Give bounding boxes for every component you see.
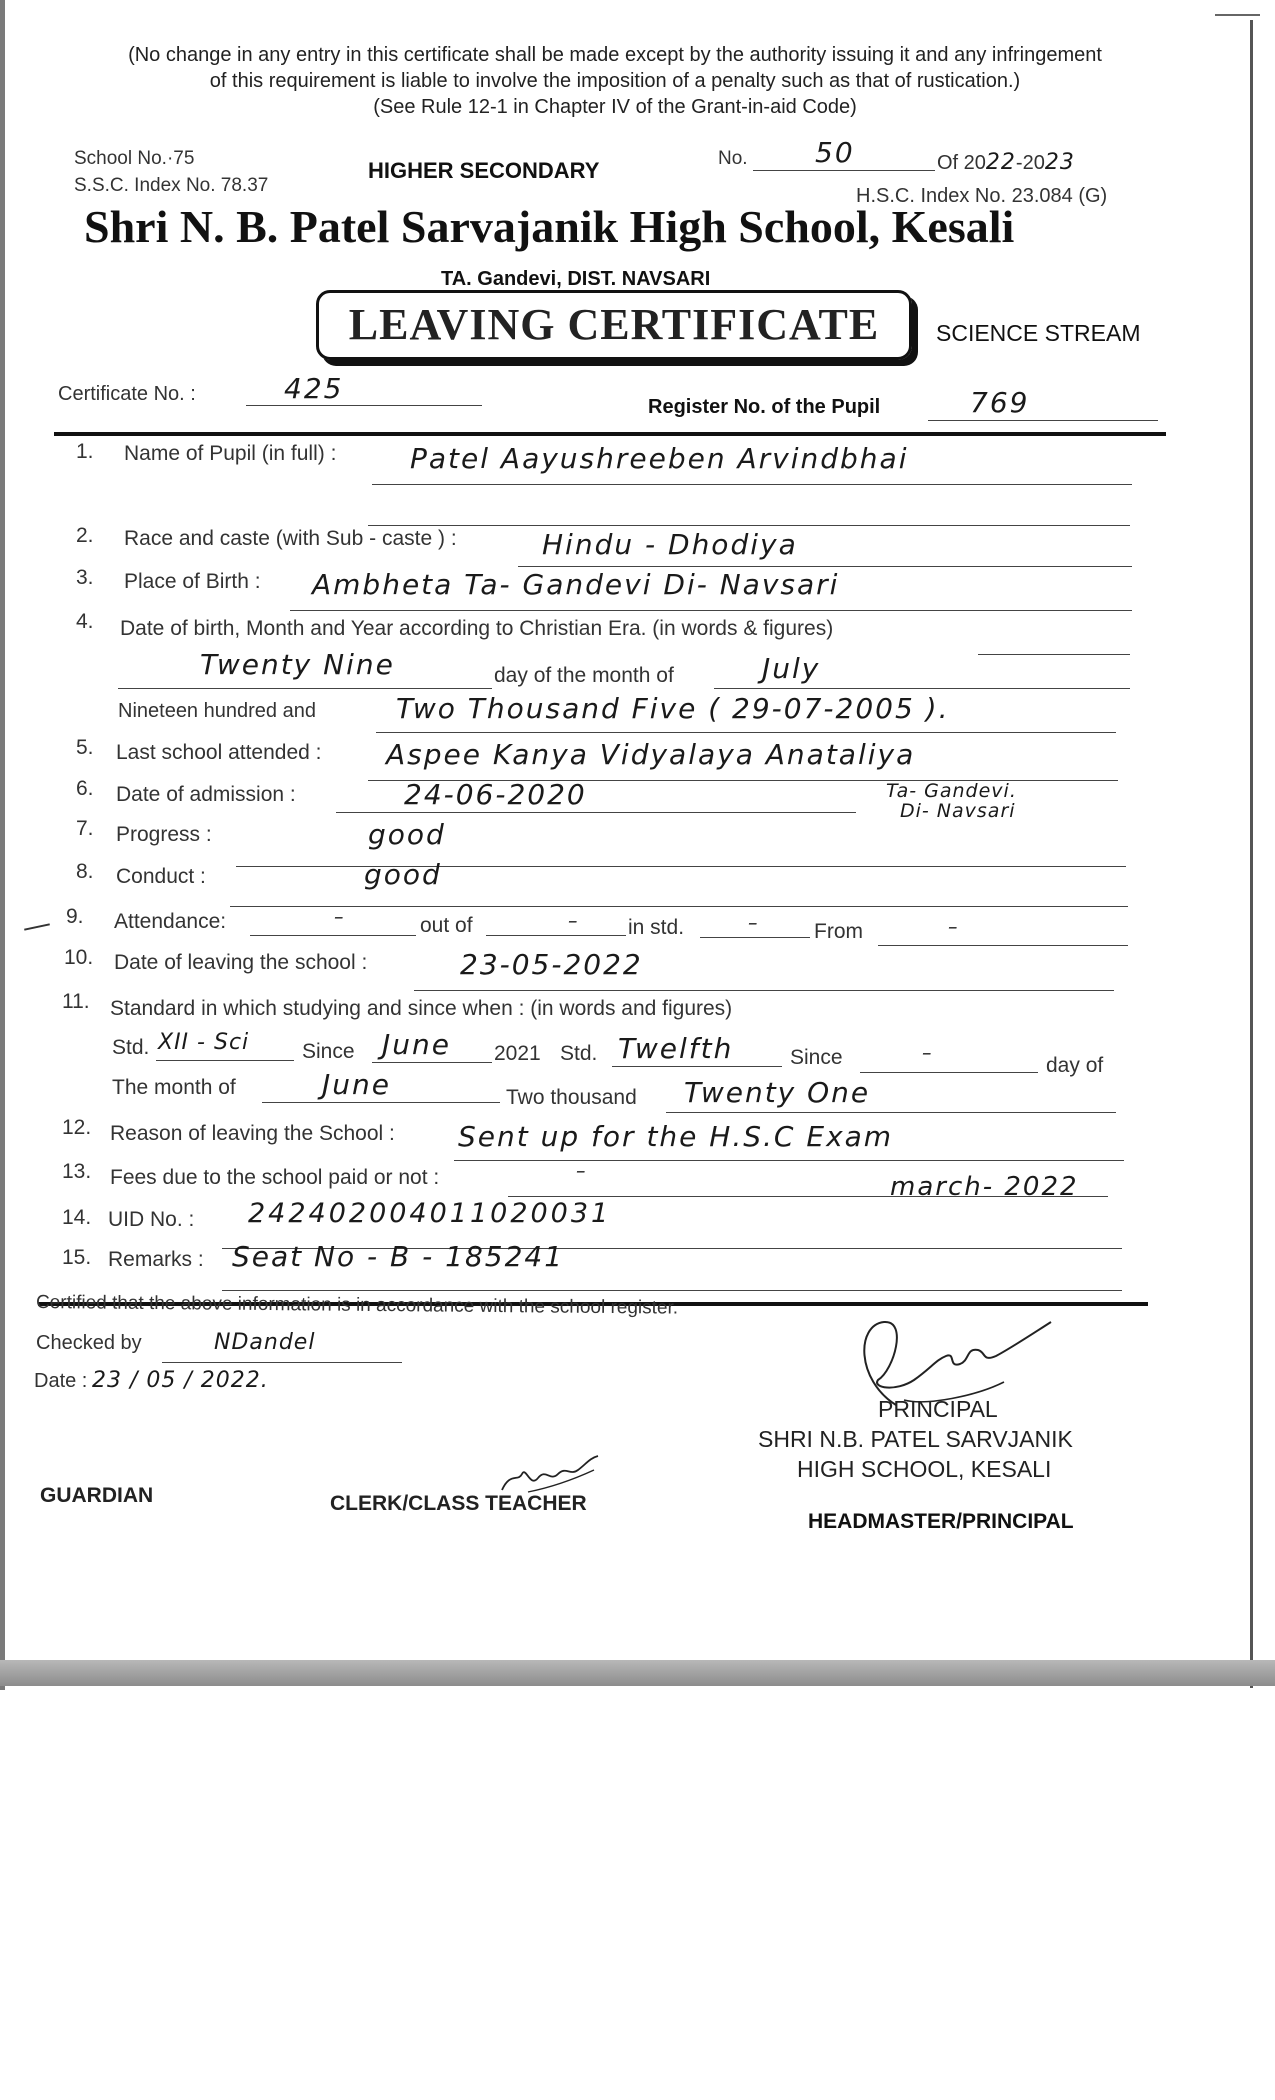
- dob-year-value: Two Thousand Five ( 29-07-2005 ).: [396, 692, 950, 725]
- conduct-value: good: [364, 858, 442, 891]
- field-9-number: 9.: [66, 905, 84, 928]
- year-of-label: Of 20: [937, 152, 986, 174]
- year-range: [937, 150, 1075, 175]
- scan-edge-bottom: [0, 1660, 1275, 1686]
- guardian-label: GUARDIAN: [40, 1484, 154, 1507]
- serial-no-value: 50: [815, 136, 855, 169]
- field-7-number: 7.: [76, 817, 94, 840]
- field-13-label: Fees due to the school paid or not :: [110, 1166, 440, 1189]
- headmaster-label: HEADMASTER/PRINCIPAL: [808, 1510, 1074, 1533]
- checked-by-line: [162, 1362, 402, 1363]
- last-school-district: Di- Navsari: [900, 800, 1016, 822]
- remarks-value: Seat No - B - 185241: [232, 1240, 565, 1273]
- attendance-out-of-label: out of: [420, 914, 473, 937]
- field-9-line-4: [878, 945, 1128, 946]
- month-of-value: June: [322, 1068, 391, 1101]
- serial-no-label: No.: [718, 148, 748, 169]
- register-no-line: [928, 420, 1158, 421]
- issue-date-value: 23 / 05 / 2022.: [92, 1368, 269, 1393]
- month-of-line: [262, 1102, 500, 1103]
- field-8-line: [230, 906, 1128, 907]
- study-year-value: Twenty One: [684, 1076, 871, 1109]
- field-3-line: [290, 610, 1132, 611]
- scan-edge-left: [0, 0, 5, 1690]
- field-4-year-line: [376, 732, 1116, 733]
- rustication-notice: [60, 42, 1170, 120]
- field-4-line-a: [978, 654, 1130, 655]
- two-thousand-line: [666, 1112, 1116, 1113]
- field-4-label: Date of birth, Month and Year according to Christian Era. (in words & figures): [120, 617, 834, 640]
- field-12-line: [454, 1160, 1124, 1161]
- principal-stamp-school-2: HIGH SCHOOL, KESALI: [797, 1456, 1052, 1482]
- day-of-label: day of: [1046, 1054, 1104, 1077]
- field-2-line: [518, 566, 1132, 567]
- field-5-label: Last school attended :: [116, 741, 322, 764]
- last-school-taluka: Ta- Gandevi.: [886, 780, 1017, 802]
- field-1-line-2: [368, 525, 1130, 526]
- attendance-in-std-label: in std.: [628, 916, 685, 939]
- std-label: Std.: [112, 1036, 150, 1059]
- field-3-number: 3.: [76, 566, 94, 589]
- attendance-std-value: –: [748, 912, 759, 934]
- field-7-label: Progress :: [116, 823, 212, 846]
- date-label: Date :: [34, 1370, 88, 1392]
- field-15-number: 15.: [62, 1246, 92, 1269]
- dob-day-value: Twenty Nine: [200, 648, 395, 681]
- field-5-number: 5.: [76, 736, 94, 759]
- register-no-value: 769: [970, 386, 1030, 419]
- place-of-birth-value: Ambheta Ta- Gandevi Di- Navsari: [312, 568, 840, 601]
- serial-no-line: [753, 170, 935, 171]
- std-value: XII - Sci: [158, 1030, 250, 1055]
- stream-label: SCIENCE STREAM: [936, 320, 1141, 346]
- field-15-line: [222, 1290, 1122, 1291]
- certification-statement: Certified that the above information is in accordance with the school register.: [35, 1292, 679, 1319]
- field-6-label: Date of admission :: [116, 783, 296, 806]
- leaving-date-value: 23-05-2022: [460, 948, 643, 981]
- dob-day-label: day of the month of: [494, 664, 674, 687]
- field-1-number: 1.: [76, 440, 94, 463]
- field-10-number: 10.: [64, 946, 94, 969]
- field-11-label: Standard in which studying and since when : (in words and figures): [110, 997, 733, 1020]
- school-location: TA. Gandevi, DIST. NAVSARI: [441, 268, 711, 290]
- last-school-value: Aspee Kanya Vidyalaya Anataliya: [386, 738, 916, 771]
- register-no-label: Register No. of the Pupil: [648, 396, 881, 418]
- field-8-label: Conduct :: [116, 865, 206, 888]
- progress-value: good: [368, 818, 446, 851]
- attendance-value: –: [334, 906, 345, 928]
- field-4-number: 4.: [76, 610, 94, 633]
- field-15-label: Remarks :: [108, 1248, 204, 1271]
- leaving-reason-value: Sent up for the H.S.C Exam: [458, 1120, 894, 1153]
- std2-line: [612, 1066, 782, 1067]
- field-9-label: Attendance:: [114, 910, 227, 933]
- principal-stamp-title: PRINCIPAL: [878, 1396, 998, 1422]
- field-14-number: 14.: [62, 1206, 92, 1229]
- field-10-label: Date of leaving the school :: [114, 951, 368, 974]
- field-12-number: 12.: [62, 1116, 92, 1139]
- dob-year-label: Nineteen hundred and: [118, 700, 316, 722]
- notice-line-1: (No change in any entry in this certificate shall be made except by the authority issuing it and any infringement: [128, 44, 1102, 66]
- school-number: School No.·75: [74, 148, 195, 169]
- field-4-day-line: [118, 688, 492, 689]
- field-1-line: [372, 484, 1132, 485]
- field-11-number: 11.: [62, 990, 90, 1013]
- dob-month-value: July: [762, 652, 821, 685]
- field-3-label: Place of Birth :: [124, 570, 261, 593]
- field-6-number: 6.: [76, 777, 94, 800]
- field-2-label: Race and caste (with Sub - caste ) :: [124, 527, 457, 550]
- certificate-no-line: [246, 405, 482, 406]
- certificate-title: LEAVING CERTIFICATE: [316, 290, 912, 360]
- checked-by-label: Checked by: [36, 1332, 142, 1354]
- certificate-no-value: 425: [284, 372, 344, 405]
- corner-mark: [1215, 14, 1260, 16]
- two-thousand-label: Two thousand: [506, 1086, 637, 1109]
- scan-edge-right: [1250, 20, 1253, 1688]
- admission-date-value: 24-06-2020: [404, 778, 587, 811]
- fees-date-value: march- 2022: [890, 1172, 1079, 1202]
- ssc-index: S.S.C. Index No. 78.37: [74, 175, 269, 196]
- hsc-index: H.S.C. Index No. 23.084 (G): [856, 185, 1108, 207]
- field-6-line: [336, 812, 856, 813]
- since2-label: Since: [790, 1046, 843, 1069]
- checked-by-signature: NDandel: [214, 1330, 316, 1355]
- field-13-number: 13.: [62, 1160, 92, 1183]
- std-line: [156, 1060, 294, 1061]
- since-line: [372, 1062, 492, 1063]
- since-label: Since: [302, 1040, 355, 1063]
- fees-value: –: [576, 1160, 587, 1182]
- since-year-value: 2021: [494, 1042, 541, 1065]
- field-1-label: Name of Pupil (in full) :: [124, 442, 337, 465]
- field-4-month-line: [714, 688, 1130, 689]
- school-name: Shri N. B. Patel Sarvajanik High School, Kesali: [84, 201, 1015, 252]
- since-value: June: [382, 1028, 451, 1061]
- field-12-label: Reason of leaving the School :: [110, 1122, 395, 1145]
- year-end-value: 23: [1044, 150, 1075, 175]
- pupil-name-value: Patel Aayushreeben Arvindbhai: [410, 442, 909, 475]
- higher-secondary-label: HIGHER SECONDARY: [368, 158, 600, 183]
- year-start-value: 22: [985, 150, 1016, 175]
- std2-value: Twelfth: [618, 1032, 734, 1065]
- uid-value: 242402004011020031: [248, 1198, 612, 1229]
- field-9-line-2: [486, 935, 626, 936]
- clerk-label: CLERK/CLASS TEACHER: [330, 1492, 587, 1515]
- notice-line-2: of this requirement is liable to involve the imposition of a penalty such as that of rustication.): [209, 70, 1021, 92]
- top-thick-rule: [54, 432, 1166, 436]
- principal-stamp-school-1: SHRI N.B. PATEL SARVJANIK: [758, 1426, 1073, 1452]
- notice-line-3: (See Rule 12-1 in Chapter IV of the Grant-in-aid Code): [373, 96, 857, 118]
- since2-line: [860, 1072, 1038, 1073]
- race-caste-value: Hindu - Dhodiya: [542, 528, 798, 561]
- attendance-from-value: –: [948, 916, 959, 938]
- attendance-total-value: –: [568, 910, 579, 932]
- year-dash: -20: [1015, 152, 1045, 174]
- month-of-label: The month of: [112, 1076, 236, 1099]
- field-8-number: 8.: [76, 860, 94, 883]
- std2-label: Std.: [560, 1042, 598, 1065]
- certificate-no-label: Certificate No. :: [58, 383, 196, 405]
- field-14-label: UID No. :: [108, 1208, 195, 1231]
- field-2-number: 2.: [76, 524, 94, 547]
- since2-value: –: [922, 1042, 933, 1064]
- field-10-line: [414, 990, 1114, 991]
- attendance-from-label: From: [814, 920, 863, 943]
- field-9-line-1: [250, 935, 416, 936]
- field-9-line-3: [700, 937, 810, 938]
